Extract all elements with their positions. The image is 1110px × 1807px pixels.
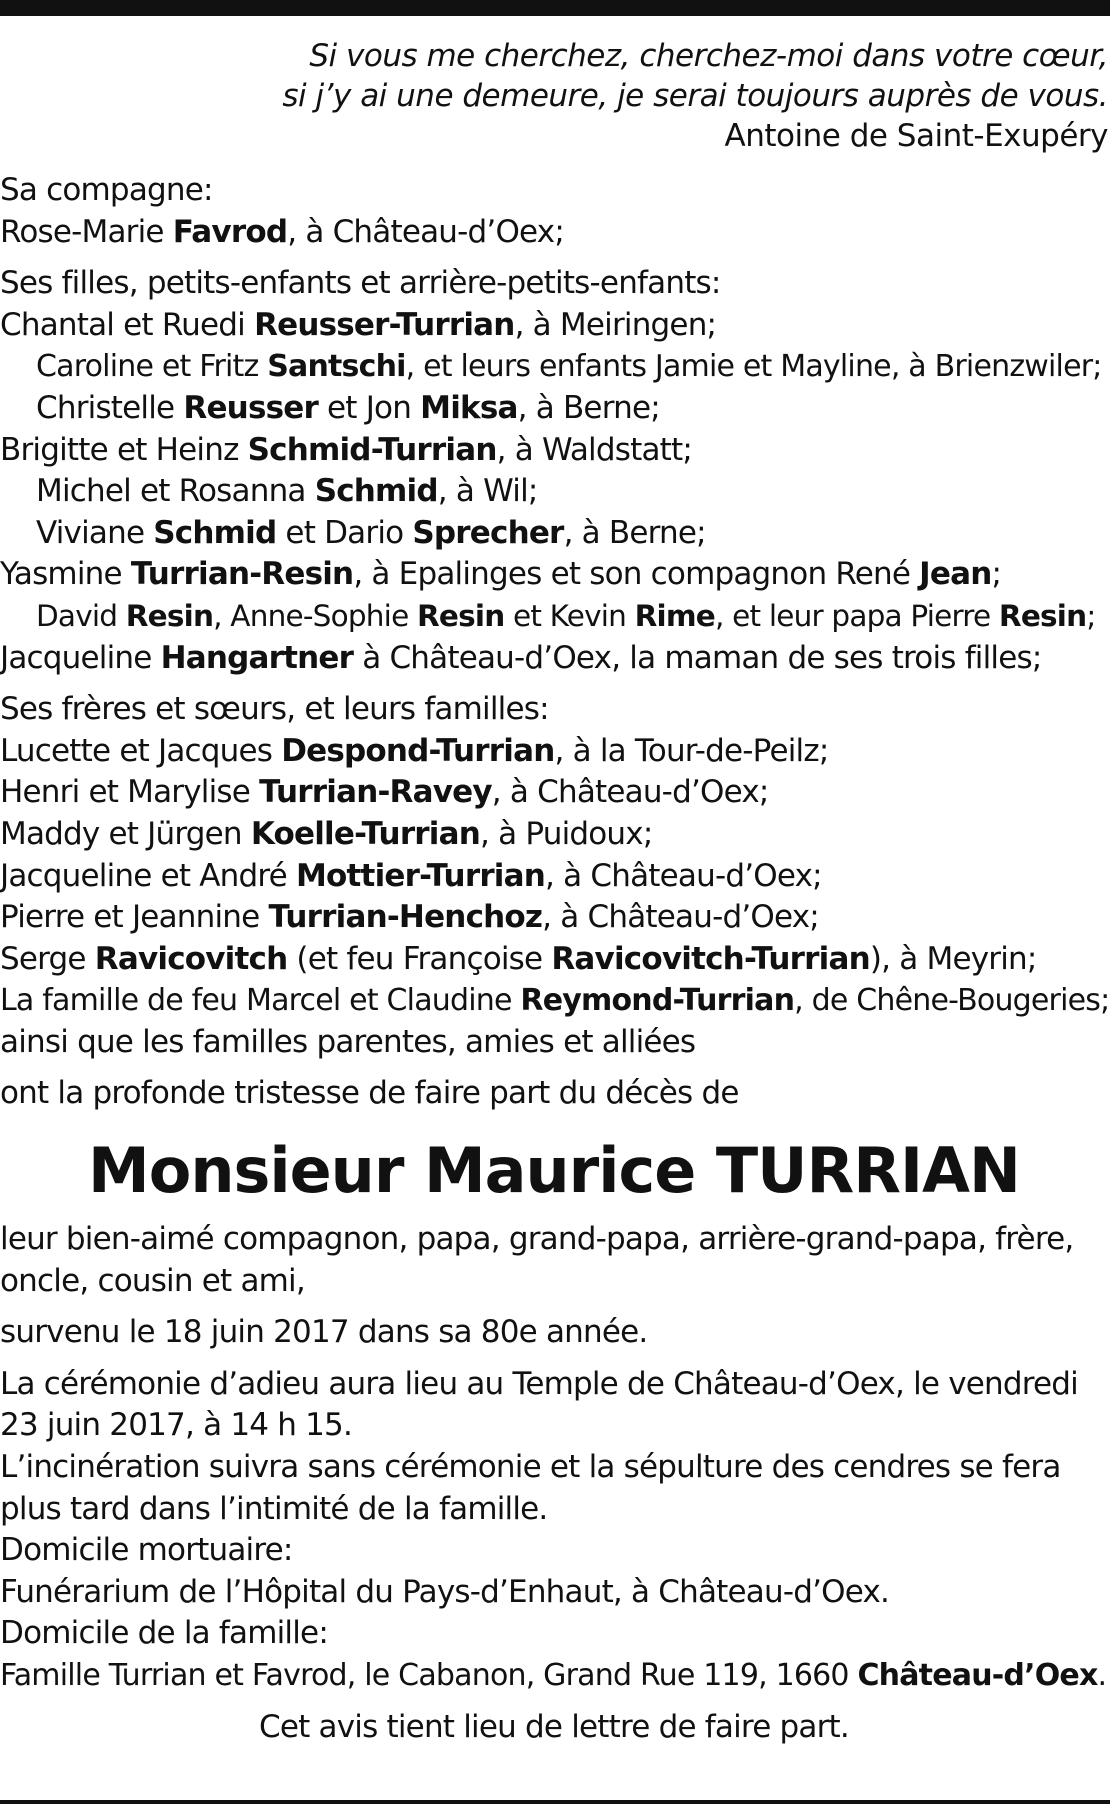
family-line: David Resin, Anne-Sophie Resin et Kevin Rime, et leur papa Pierre Resin; xyxy=(36,598,1096,633)
family-line: Christelle Reusser et Jon Miksa, à Berne; xyxy=(36,389,660,426)
family-line: Chantal et Ruedi Reusser-Turrian, à Meiringen; xyxy=(0,306,717,343)
family-line: Michel et Rosanna Schmid, à Wil; xyxy=(36,473,538,510)
surname: Ravicovitch-Turrian xyxy=(551,940,870,977)
family-address: Famille Turrian et Favrod, le Cabanon, Grand Rue 119, 1660 Château-d’Oex. xyxy=(0,1658,1107,1693)
surname: Sprecher xyxy=(412,514,564,551)
daughters-section xyxy=(0,263,1108,679)
family-line: Viviane Schmid et Dario Sprecher, à Berne; xyxy=(36,514,706,551)
cremation-text: L’incinération suivra sans cérémonie et la sépulture des cendres se fera plus tard dans l’intimité de la famille. xyxy=(0,1449,1061,1527)
siblings-section xyxy=(0,689,1108,1063)
quote-line: si j’y ai une demeure, je serai toujours auprès de vous. xyxy=(282,78,1108,114)
mortuary-label: Domicile mortuaire: xyxy=(0,1532,293,1569)
surname: Resin xyxy=(998,598,1087,633)
surname: Turrian-Henchoz xyxy=(268,899,543,936)
companion-section xyxy=(0,170,1108,253)
surname: Turrian-Ravey xyxy=(259,774,492,811)
mortuary-address: Funérarium de l’Hôpital du Pays-d’Enhaut, à Château-d’Oex. xyxy=(0,1573,890,1610)
family-line: Serge Ravicovitch (et feu Françoise Ravicovitch-Turrian), à Meyrin; xyxy=(0,940,1037,977)
top-rule xyxy=(0,0,1110,16)
family-address-label: Domicile de la famille: xyxy=(0,1615,328,1652)
family-line: Henri et Marylise Turrian-Ravey, à Château-d’Oex; xyxy=(0,774,769,811)
surname: Hangartner xyxy=(160,639,354,676)
family-line: Jacqueline et André Mottier-Turrian, à Château-d’Oex; xyxy=(0,857,822,894)
surname: Schmid-Turrian xyxy=(247,431,497,468)
surname: Santschi xyxy=(267,349,406,385)
family-line: La famille de feu Marcel et Claudine Reymond-Turrian, de Chêne-Bougeries; xyxy=(0,983,1110,1019)
surname: Miksa xyxy=(420,389,518,426)
surname: Reusser-Turrian xyxy=(254,306,515,343)
bottom-rule xyxy=(0,1800,1110,1804)
family-line: Caroline et Fritz Santschi, et leurs enfants Jamie et Mayline, à Brienzwiler; xyxy=(36,349,1102,385)
family-line: Brigitte et Heinz Schmid-Turrian, à Waldstatt; xyxy=(0,431,692,468)
family-line: Maddy et Jürgen Koelle-Turrian, à Puidoux; xyxy=(0,815,653,852)
quote-author: Antoine de Saint-Exupéry xyxy=(724,118,1108,154)
surname: Jean xyxy=(919,556,992,593)
family-line: ainsi que les familles parentes, amies et alliées xyxy=(0,1023,696,1060)
ceremony-text: La cérémonie d’adieu aura lieu au Temple de Château-d’Oex, le vendredi 23 juin 2017, à 14 h 15. xyxy=(0,1365,1078,1444)
surname: Resin xyxy=(417,598,505,633)
family-line: Rose-Marie Favrod, à Château-d’Oex; xyxy=(0,213,564,250)
family-town: Château-d’Oex xyxy=(857,1658,1098,1693)
family-line: Pierre et Jeannine Turrian-Henchoz, à Château-d’Oex; xyxy=(0,899,819,936)
relation-text: leur bien-aimé compagnon, papa, grand-papa, arrière-grand-papa, frère, oncle, cousin et ami, xyxy=(0,1221,1074,1299)
obituary-notice xyxy=(0,36,1108,1748)
surname: Favrod xyxy=(172,213,288,250)
family-line: Jacqueline Hangartner à Château-d’Oex, la maman de ses trois filles; xyxy=(0,639,1042,676)
section-heading: Ses filles, petits-enfants et arrière-petits-enfants: xyxy=(0,265,721,302)
notice-text: Cet avis tient lieu de lettre de faire part. xyxy=(259,1708,849,1745)
section-heading: Sa compagne: xyxy=(0,172,213,208)
section-heading: Ses frères et sœurs, et leurs familles: xyxy=(0,691,549,728)
surname: Reymond-Turrian xyxy=(520,983,795,1019)
deceased-name: Monsieur Maurice TURRIAN xyxy=(88,1134,1020,1208)
surname: Resin xyxy=(125,598,214,633)
death-date-text: survenu le 18 juin 2017 dans sa 80e année. xyxy=(0,1314,648,1351)
family-line: Yasmine Turrian-Resin, à Epalinges et son compagnon René Jean; xyxy=(0,556,1002,593)
epigraph-quote xyxy=(0,36,1108,116)
quote-line: Si vous me cherchez, cherchez-moi dans votre cœur, xyxy=(309,38,1108,74)
surname: Turrian-Resin xyxy=(130,556,354,593)
surname: Reusser xyxy=(183,389,318,426)
surname: Rime xyxy=(634,598,716,633)
family-line: Lucette et Jacques Despond-Turrian, à la Tour-de-Peilz; xyxy=(0,732,829,769)
surname: Despond-Turrian xyxy=(281,732,555,769)
surname: Koelle-Turrian xyxy=(250,815,481,852)
surname: Ravicovitch xyxy=(94,940,288,977)
surname: Schmid xyxy=(314,473,438,510)
surname: Mottier-Turrian xyxy=(295,857,546,894)
surname: Schmid xyxy=(153,514,277,551)
announcement-text: ont la profonde tristesse de faire part du décès de xyxy=(0,1075,739,1112)
